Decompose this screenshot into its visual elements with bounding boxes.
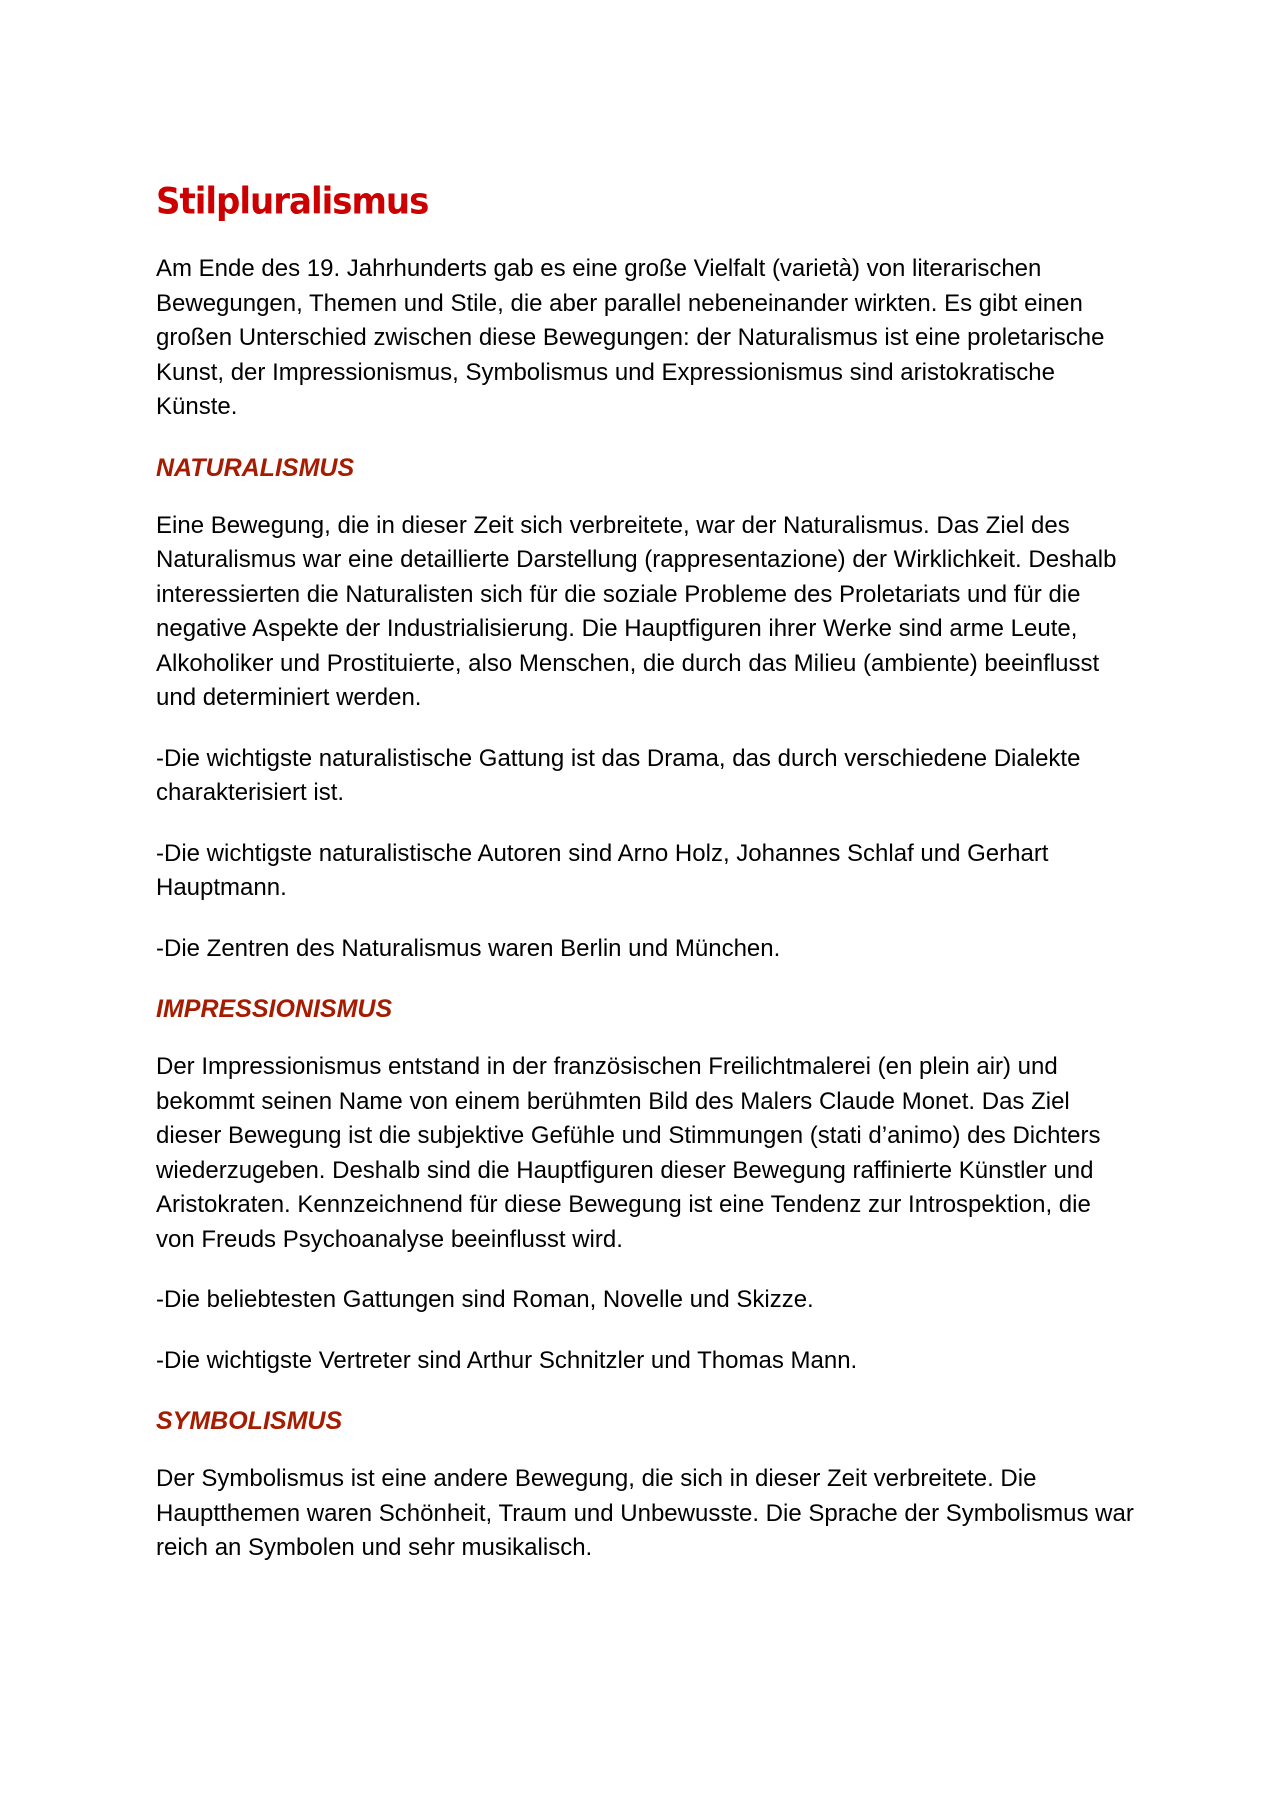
- section-heading: NATURALISMUS: [156, 453, 355, 482]
- section-paragraph: -Die wichtigste naturalistische Gattung ist das Drama, das durch verschiedene Dialekte charakterisiert ist.: [156, 744, 1081, 806]
- section-symbolismus: [156, 1404, 1136, 1566]
- intro-paragraph: Am Ende des 19. Jahrhunderts gab es eine große Vielfalt (varietà) von literarischen Bewegungen, Themen und Stile, die aber parallel nebeneinander wirkten. Es gibt einen großen Unterschied zwischen diese Bewegungen: der Naturalismus ist eine proletarische Kunst, der Impressionismus, Symbolismus und Expressionismus sind aristokratische Künste.: [156, 255, 1105, 420]
- section-heading: IMPRESSIONISMUS: [156, 995, 393, 1023]
- document-title: Stilpluralismus: [156, 180, 429, 224]
- section-heading: SYMBOLISMUS: [156, 1407, 343, 1435]
- section-paragraph: Eine Bewegung, die in dieser Zeit sich verbreitete, war der Naturalismus. Das Ziel des Naturalismus war eine detaillierte Darstellung (rappresentazione) der Wirklichkeit. Deshalb interessierten die Naturalisten sich für die soziale Probleme des Proletariats und für die negative Aspekte der Industrialisierung. Die Hauptfiguren ihrer Werke sind arme Leute, Alkoholiker und Prostituierte, also Menschen, die durch das Milieu (ambiente) beeinflusst und determiniert werden.: [156, 511, 1117, 711]
- section-paragraph: -Die Zentren des Naturalismus waren Berlin und München.: [156, 934, 781, 962]
- document-page: [156, 178, 1136, 1592]
- section-paragraph: -Die wichtigste naturalistische Autoren sind Arno Holz, Johannes Schlaf und Gerhart Hauptmann.: [156, 839, 1049, 901]
- section-paragraph: Der Impressionismus entstand in der französischen Freilichtmalerei (en plein air) und bekommt seinen Name von einem berühmten Bild des Malers Claude Monet. Das Ziel dieser Bewegung ist die subjektive Gefühle und Stimmungen (stati d’animo) des Dichters wiederzugeben. Deshalb sind die Hauptfiguren dieser Bewegung raffinierte Künstler und Aristokraten. Kennzeichnend für diese Bewegung ist eine Tendenz zur Introspektion, die von Freuds Psychoanalyse beeinflusst wird.: [156, 1053, 1101, 1253]
- section-paragraph: Der Symbolismus ist eine andere Bewegung, die sich in dieser Zeit verbreitete. Die Hauptthemen waren Schönheit, Traum und Unbewusste. Die Sprache der Symbolismus war reich an Symbolen und sehr musikalisch.: [156, 1465, 1134, 1561]
- section-naturalismus: [156, 451, 1136, 967]
- section-paragraph: -Die beliebtesten Gattungen sind Roman, Novelle und Skizze.: [156, 1286, 814, 1313]
- section-impressionismus: [156, 992, 1136, 1378]
- section-paragraph: -Die wichtigste Vertreter sind Arthur Schnitzler und Thomas Mann.: [156, 1346, 858, 1374]
